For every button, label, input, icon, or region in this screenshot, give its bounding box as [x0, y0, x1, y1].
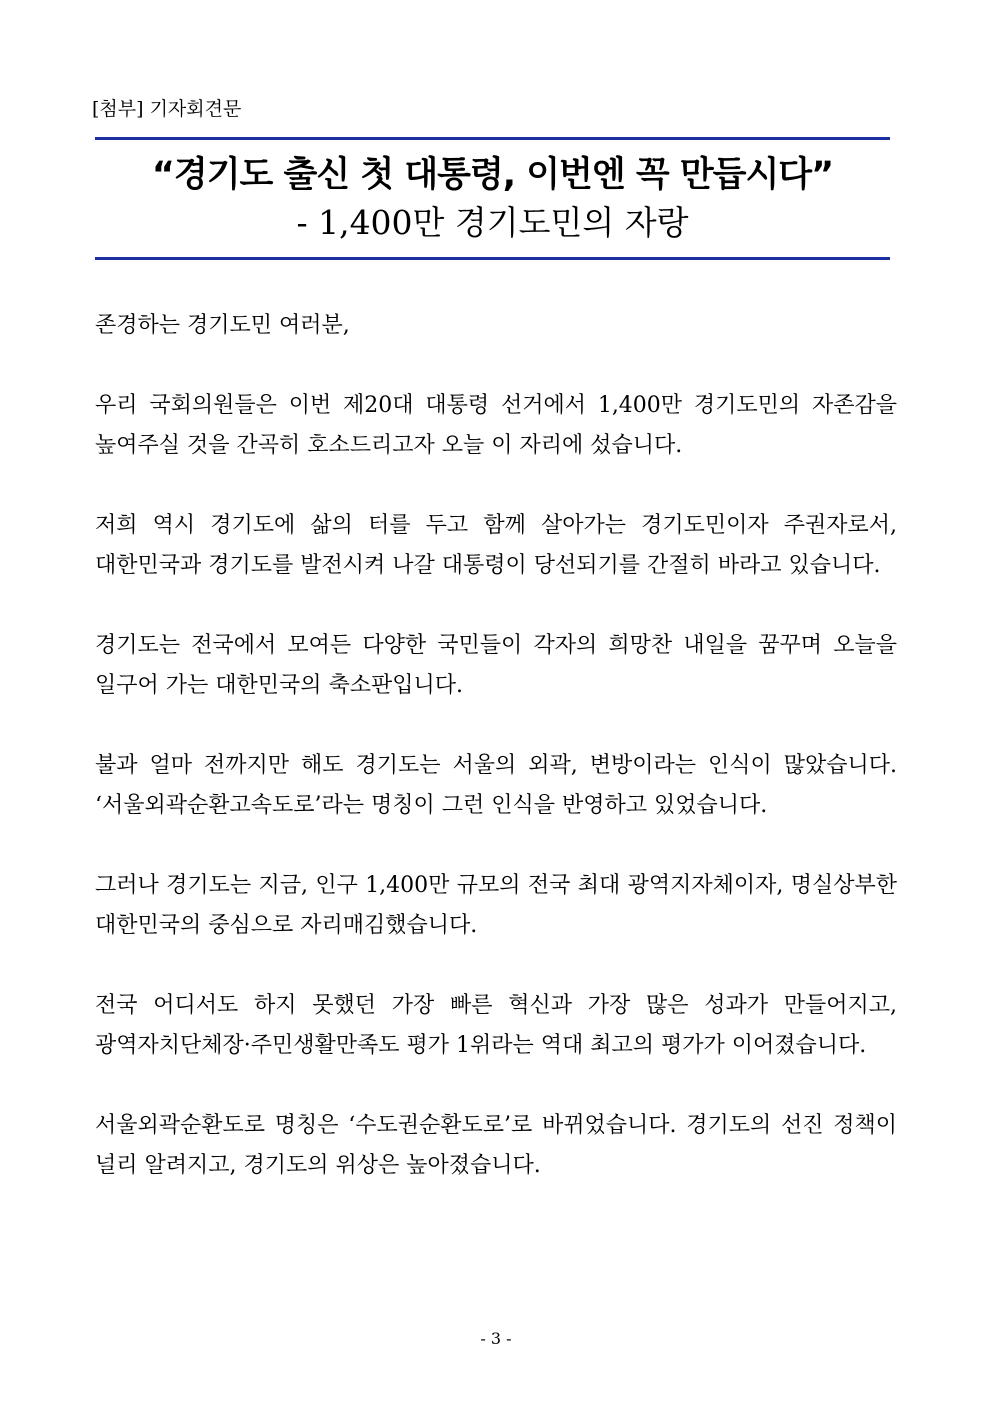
title-top-rule: [95, 137, 890, 140]
paragraph: 전국 어디서도 하지 못했던 가장 빠른 혁신과 가장 많은 성과가 만들어지고, 광역자치단체장·주민생활만족도 평가 1위라는 역대 최고의 평가가 이어졌습니다.: [95, 993, 897, 1058]
paragraph: 서울외곽순환도로 명칭은 ‘수도권순환도로’로 바뀌었습니다. 경기도의 선진 정책이 널리 알려지고, 경기도의 위상은 높아졌습니다.: [95, 1113, 897, 1178]
paragraph: 불과 얼마 전까지만 해도 경기도는 서울의 외곽, 변방이라는 인식이 많았습니다. ‘서울외곽순환고속도로’라는 명칭이 그런 인식을 반영하고 있었습니다.: [95, 753, 897, 818]
page-number: - 3 -: [480, 1329, 512, 1348]
paragraph: 저희 역시 경기도에 삶의 터를 두고 함께 살아가는 경기도민이자 주권자로서, 대한민국과 경기도를 발전시켜 나갈 대통령이 당선되기를 간절히 바라고 있습니다.: [95, 513, 897, 578]
paragraph: 우리 국회의원들은 이번 제20대 대통령 선거에서 1,400만 경기도민의 자존감을 높여주실 것을 간곡히 호소드리고자 오늘 이 자리에 섰습니다.: [95, 393, 897, 458]
document-title: “경기도 출신 첫 대통령, 이번엔 꼭 만듭시다”: [151, 155, 834, 195]
statement-body: [95, 306, 897, 1186]
title-bottom-rule: [95, 257, 890, 260]
paragraph: 그러나 경기도는 지금, 인구 1,400만 규모의 전국 최대 광역지자체이자, 명실상부한 대한민국의 중심으로 자리매김했습니다.: [95, 873, 897, 938]
document-subtitle: - 1,400만 경기도민의 자랑: [296, 203, 689, 242]
paragraph-greeting: 존경하는 경기도민 여러분,: [95, 313, 350, 338]
attachment-label: [첨부] 기자회견문: [92, 98, 242, 120]
paragraph: 경기도는 전국에서 모여든 다양한 국민들이 각자의 희망찬 내일을 꿈꾸며 오늘을 일구어 가는 대한민국의 축소판입니다.: [95, 633, 897, 698]
